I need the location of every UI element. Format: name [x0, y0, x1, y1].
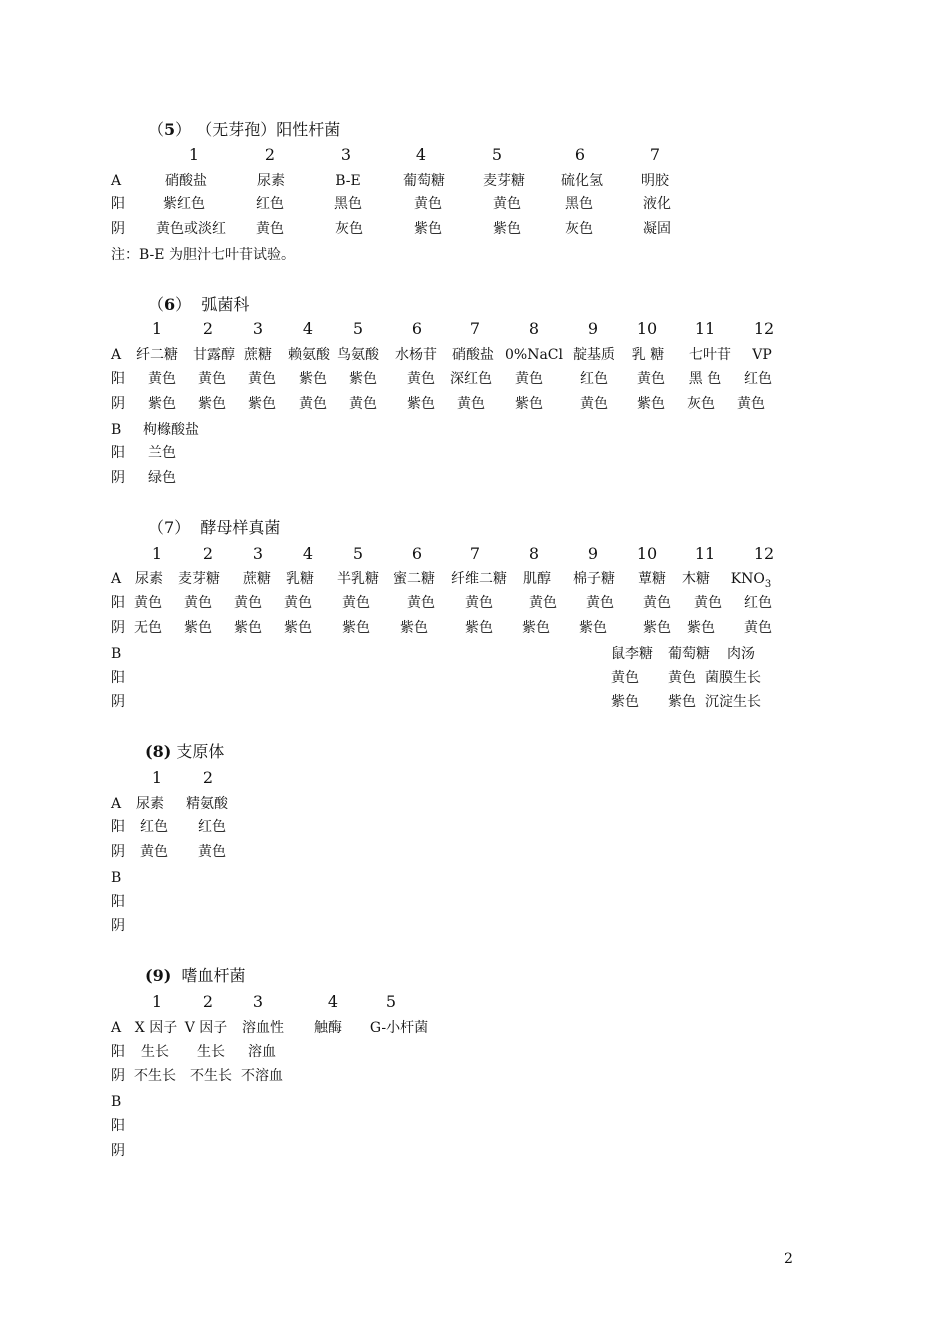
table-cell: 红色 [140, 819, 168, 835]
table-cell: 紫色 [668, 694, 696, 710]
table-cell: 黄色 [234, 595, 262, 611]
table-cell: 黄色 [198, 844, 226, 860]
table-cell: 黄色 [668, 670, 696, 686]
table-cell: 黄色 [349, 396, 377, 412]
table-cell: 紫色 [611, 694, 639, 710]
table-cell: 灰色 [687, 396, 715, 412]
row-label: A [111, 1020, 122, 1036]
table-cell: 溶血性 [242, 1020, 284, 1036]
table-cell: 黄色 [744, 620, 772, 636]
table-cell: 紫色 [342, 620, 370, 636]
table-cell: 紫色 [234, 620, 262, 636]
table-cell: 乳 糖 [631, 347, 665, 363]
table-cell: 凝固 [643, 221, 671, 237]
row-label: 阳 [111, 894, 125, 910]
section-title-text: 嗜血杆菌 [181, 966, 246, 985]
row-label: 阳 [111, 595, 125, 611]
table-cell: 紫红色 [163, 196, 205, 212]
section-5-title [148, 121, 340, 139]
col-number: 12 [753, 319, 775, 338]
section-8-title [145, 743, 224, 761]
row-label: 阴 [111, 694, 125, 710]
row-label: 阴 [111, 396, 125, 412]
section-number: 7 [164, 518, 175, 537]
paren-close: ） [175, 295, 192, 314]
section-5-note: 注：B-E 为胆汁七叶苷试验。 [111, 247, 295, 263]
section-title-text: （无芽孢）阳性杆菌 [196, 120, 341, 139]
col-number: 7 [469, 319, 481, 338]
col-number: 5 [352, 544, 364, 563]
col-number: 10 [636, 319, 658, 338]
table-cell: V 因子 [184, 1020, 228, 1036]
col-number: 4 [415, 145, 427, 164]
table-cell: 液化 [643, 196, 671, 212]
table-cell: 紫色 [299, 371, 327, 387]
col-number: 11 [694, 544, 716, 563]
table-cell: 紫色 [407, 396, 435, 412]
table-cell: 溶血 [248, 1044, 276, 1060]
col-number: 4 [302, 544, 314, 563]
table-cell: 黑色 [565, 196, 593, 212]
row-label: 阳 [111, 1118, 125, 1134]
table-cell: 灰色 [335, 221, 363, 237]
col-number: 7 [649, 145, 661, 164]
table-cell: 兰色 [148, 445, 176, 461]
row-label: B [111, 1094, 122, 1110]
paren-open: （ [148, 295, 165, 314]
formula-subscript: 3 [764, 578, 772, 590]
col-number: 9 [587, 319, 599, 338]
table-cell: 赖氨酸 [288, 347, 330, 363]
table-cell: 纤二糖 [136, 347, 178, 363]
table-cell: 黄色 [637, 371, 665, 387]
section-title-text: 酵母样真菌 [200, 518, 281, 537]
row-label: B [111, 646, 122, 662]
col-number: 3 [340, 145, 352, 164]
row-label: A [111, 173, 122, 189]
col-number: 3 [252, 319, 264, 338]
row-label: 阳 [111, 196, 125, 212]
row-label: 阴 [111, 1143, 125, 1159]
col-number: 2 [264, 145, 276, 164]
table-cell [731, 571, 772, 593]
table-cell: 蔗糖 [243, 571, 271, 587]
table-cell: 麦芽糖 [483, 173, 525, 189]
row-label: 阴 [111, 918, 125, 934]
table-cell: 红色 [744, 371, 772, 387]
table-cell: 红色 [744, 595, 772, 611]
row-label: 阴 [111, 221, 125, 237]
table-cell: 紫色 [248, 396, 276, 412]
paren-close: ） [174, 518, 191, 537]
table-cell: 紫色 [579, 620, 607, 636]
table-cell: 黄色 [148, 371, 176, 387]
table-cell: 黄色 [342, 595, 370, 611]
table-cell: B-E [335, 173, 361, 189]
table-cell: 黄色 [611, 670, 639, 686]
table-cell: 尿素 [135, 571, 163, 587]
table-cell: 紫色 [184, 620, 212, 636]
table-cell: 蕈糖 [638, 571, 666, 587]
section-7-title [148, 519, 280, 537]
table-cell: 黄色 [694, 595, 722, 611]
table-cell: 乳糖 [286, 571, 314, 587]
row-label: 阳 [111, 819, 125, 835]
table-cell: 硝酸盐 [452, 347, 494, 363]
table-cell: 尿素 [136, 796, 164, 812]
table-cell: 红色 [198, 819, 226, 835]
table-cell: 甘露醇 [193, 347, 235, 363]
col-number: 2 [202, 319, 214, 338]
row-label: A [111, 347, 122, 363]
section-number: 6 [164, 295, 176, 314]
col-number: 6 [411, 544, 423, 563]
table-cell: 0%NaCl [505, 347, 563, 363]
table-cell: 鼠李糖 [611, 646, 653, 662]
table-cell: 黄色 [248, 371, 276, 387]
table-cell: 枸橼酸盐 [143, 422, 199, 438]
table-cell: 硫化氢 [561, 173, 603, 189]
table-cell: 纤维二糖 [451, 571, 507, 587]
col-number: 6 [574, 145, 586, 164]
row-label: 阴 [111, 844, 125, 860]
table-cell: 尿素 [257, 173, 285, 189]
table-cell: 紫色 [643, 620, 671, 636]
table-cell: 深红色 [450, 371, 492, 387]
col-number: 5 [491, 145, 503, 164]
table-cell: 绿色 [148, 470, 176, 486]
table-cell: 黄色 [256, 221, 284, 237]
table-cell: 黄色 [737, 396, 765, 412]
table-cell: 紫色 [637, 396, 665, 412]
table-cell: VP [752, 347, 772, 363]
table-cell: 靛基质 [573, 347, 615, 363]
section-number: (9) [145, 966, 172, 985]
table-cell: 黄色 [140, 844, 168, 860]
table-cell: 红色 [580, 371, 608, 387]
row-label: A [111, 796, 122, 812]
table-cell: 黄色 [515, 371, 543, 387]
formula-text: KNO [730, 571, 765, 587]
table-cell: 黄色 [493, 196, 521, 212]
table-cell: G-小杆菌 [369, 1020, 429, 1036]
table-cell: 不生长 [190, 1068, 232, 1084]
table-cell: 黄色 [299, 396, 327, 412]
col-number: 2 [202, 992, 214, 1011]
col-number: 8 [528, 544, 540, 563]
section-title-text: 弧菌科 [201, 295, 250, 314]
section-6-title [148, 296, 249, 314]
table-cell: 黄色 [134, 595, 162, 611]
table-cell: 紫色 [198, 396, 226, 412]
table-cell: 紫色 [515, 396, 543, 412]
table-cell: 紫色 [687, 620, 715, 636]
col-number: 9 [587, 544, 599, 563]
row-label: A [111, 571, 122, 587]
table-cell: 黑色 [334, 196, 362, 212]
col-number: 1 [151, 544, 163, 563]
table-cell: 无色 [134, 620, 162, 636]
table-cell: 不溶血 [241, 1068, 283, 1084]
table-cell: 明胶 [641, 173, 669, 189]
row-label: 阳 [111, 670, 125, 686]
col-number: 8 [528, 319, 540, 338]
row-label: 阴 [111, 470, 125, 486]
table-cell: 黄色 [184, 595, 212, 611]
table-cell: 葡萄糖 [403, 173, 445, 189]
col-number: 3 [252, 544, 264, 563]
table-cell: 生长 [197, 1044, 225, 1060]
table-cell: 紫色 [148, 396, 176, 412]
col-number: 1 [151, 992, 163, 1011]
table-cell: 棉子糖 [573, 571, 615, 587]
table-cell: 水杨苷 [395, 347, 437, 363]
col-number: 2 [202, 544, 214, 563]
table-cell: 紫色 [400, 620, 428, 636]
col-number: 1 [151, 768, 163, 787]
table-cell: 黄色 [198, 371, 226, 387]
table-cell: 黄色 [407, 595, 435, 611]
table-cell: 七叶苷 [689, 347, 731, 363]
table-cell: 黄色 [414, 196, 442, 212]
table-cell: 黄色 [457, 396, 485, 412]
table-cell: 肉汤 [727, 646, 755, 662]
table-cell: 红色 [256, 196, 284, 212]
col-number: 4 [302, 319, 314, 338]
paren-close: ） [175, 120, 192, 139]
table-cell: 黄色 [407, 371, 435, 387]
table-cell: 黄色或淡红 [156, 221, 226, 237]
table-cell: 生长 [141, 1044, 169, 1060]
col-number: 12 [753, 544, 775, 563]
table-cell: 半乳糖 [337, 571, 379, 587]
table-cell: 菌膜生长 [705, 670, 761, 686]
section-9-title [145, 967, 245, 985]
table-cell: X 因子 [134, 1020, 178, 1036]
col-number: 11 [694, 319, 716, 338]
table-cell: 精氨酸 [186, 796, 228, 812]
table-cell: 黄色 [586, 595, 614, 611]
col-number: 10 [636, 544, 658, 563]
page-number: 2 [784, 1251, 793, 1267]
table-cell: 紫色 [349, 371, 377, 387]
col-number: 1 [188, 145, 200, 164]
section-title-text: 支原体 [176, 742, 225, 761]
table-cell: 黄色 [580, 396, 608, 412]
table-cell: 黄色 [284, 595, 312, 611]
col-number: 4 [327, 992, 339, 1011]
row-label: B [111, 870, 122, 886]
table-cell: 肌醇 [523, 571, 551, 587]
section-number: 5 [164, 120, 176, 139]
row-label: 阴 [111, 1068, 125, 1084]
row-label: 阳 [111, 371, 125, 387]
table-cell: 硝酸盐 [165, 173, 207, 189]
col-number: 3 [252, 992, 264, 1011]
table-cell: 黄色 [643, 595, 671, 611]
table-cell: 紫色 [414, 221, 442, 237]
row-label: 阳 [111, 445, 125, 461]
table-cell: 鸟氨酸 [337, 347, 379, 363]
row-label: 阳 [111, 1044, 125, 1060]
col-number: 1 [151, 319, 163, 338]
table-cell: 黄色 [465, 595, 493, 611]
table-cell: 木糖 [682, 571, 710, 587]
table-cell: 紫色 [284, 620, 312, 636]
table-cell: 黄色 [529, 595, 557, 611]
section-number: (8) [145, 742, 172, 761]
table-cell: 蔗糖 [244, 347, 272, 363]
row-label: B [111, 422, 122, 438]
table-cell: 沉淀生长 [705, 694, 761, 710]
paren-open: （ [148, 518, 165, 537]
table-cell: 灰色 [565, 221, 593, 237]
table-cell: 紫色 [522, 620, 550, 636]
table-cell: 黑 色 [688, 371, 722, 387]
col-number: 5 [385, 992, 397, 1011]
col-number: 5 [352, 319, 364, 338]
paren-open: （ [148, 120, 165, 139]
col-number: 2 [202, 768, 214, 787]
table-cell: 紫色 [465, 620, 493, 636]
row-label: 阴 [111, 620, 125, 636]
table-cell: 紫色 [493, 221, 521, 237]
table-cell: 麦芽糖 [178, 571, 220, 587]
table-cell: 蜜二糖 [393, 571, 435, 587]
table-cell: 触酶 [314, 1020, 342, 1036]
col-number: 6 [411, 319, 423, 338]
col-number: 7 [469, 544, 481, 563]
table-cell: 葡萄糖 [668, 646, 710, 662]
table-cell: 不生长 [134, 1068, 176, 1084]
